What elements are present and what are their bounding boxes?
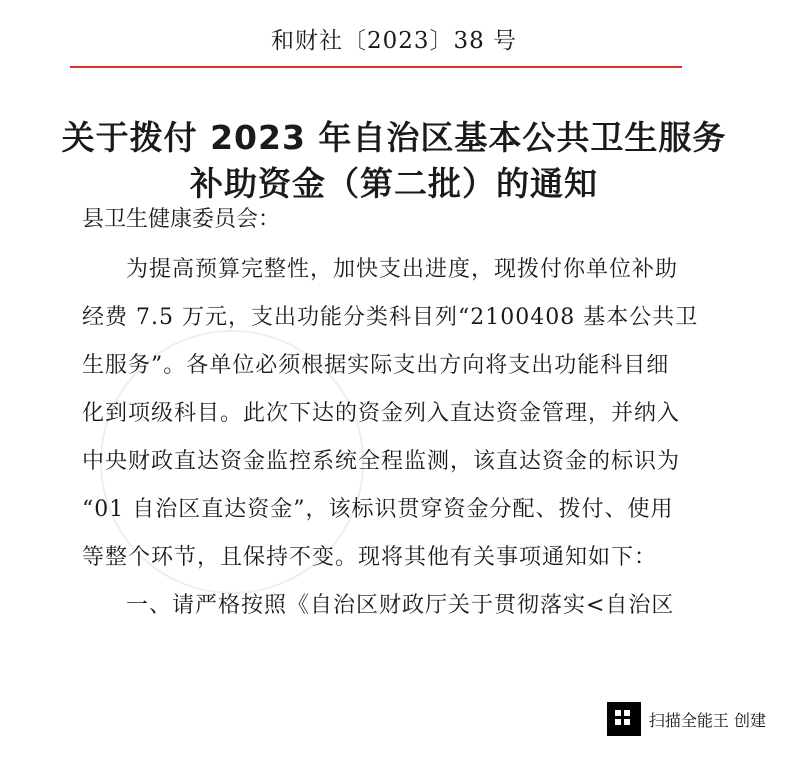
title-line-1: 关于拨付 2023 年自治区基本公共卫生服务: [61, 118, 727, 157]
body-line: 等整个环节，且保持不变。现将其他有关事项通知如下：: [82, 545, 658, 570]
red-divider: [70, 66, 682, 68]
body-line: 为提高预算完整性，加快支出进度，现拨付你单位补助: [126, 257, 679, 282]
qr-code-icon: [607, 702, 641, 736]
body-line: 中央财政直达资金监控系统全程监测，该直达资金的标识为: [82, 449, 681, 474]
title-line-2: 补助资金（第二批）的通知: [190, 164, 598, 203]
salutation: 县卫生健康委员会：: [82, 207, 281, 232]
watermark-text: 扫描全能王 创建: [648, 710, 766, 730]
body-line: 化到项级科目。此次下达的资金列入直达资金管理，并纳入: [82, 401, 681, 426]
body-line: “01 自治区直达资金”，该标识贯穿资金分配、拨付、使用: [82, 497, 674, 522]
doc-number: 和财社〔2023〕38 号: [270, 28, 518, 54]
scanner-watermark: [607, 702, 766, 736]
body-line: 一、请严格按照《自治区财政厅关于贯彻落实<自治区: [126, 593, 675, 618]
body-line: 生服务”。各单位必须根据实际支出方向将支出功能科目细: [82, 353, 670, 378]
body-line: 经费 7.5 万元，支出功能分类科目列“2100408 基本公共卫: [82, 305, 699, 330]
